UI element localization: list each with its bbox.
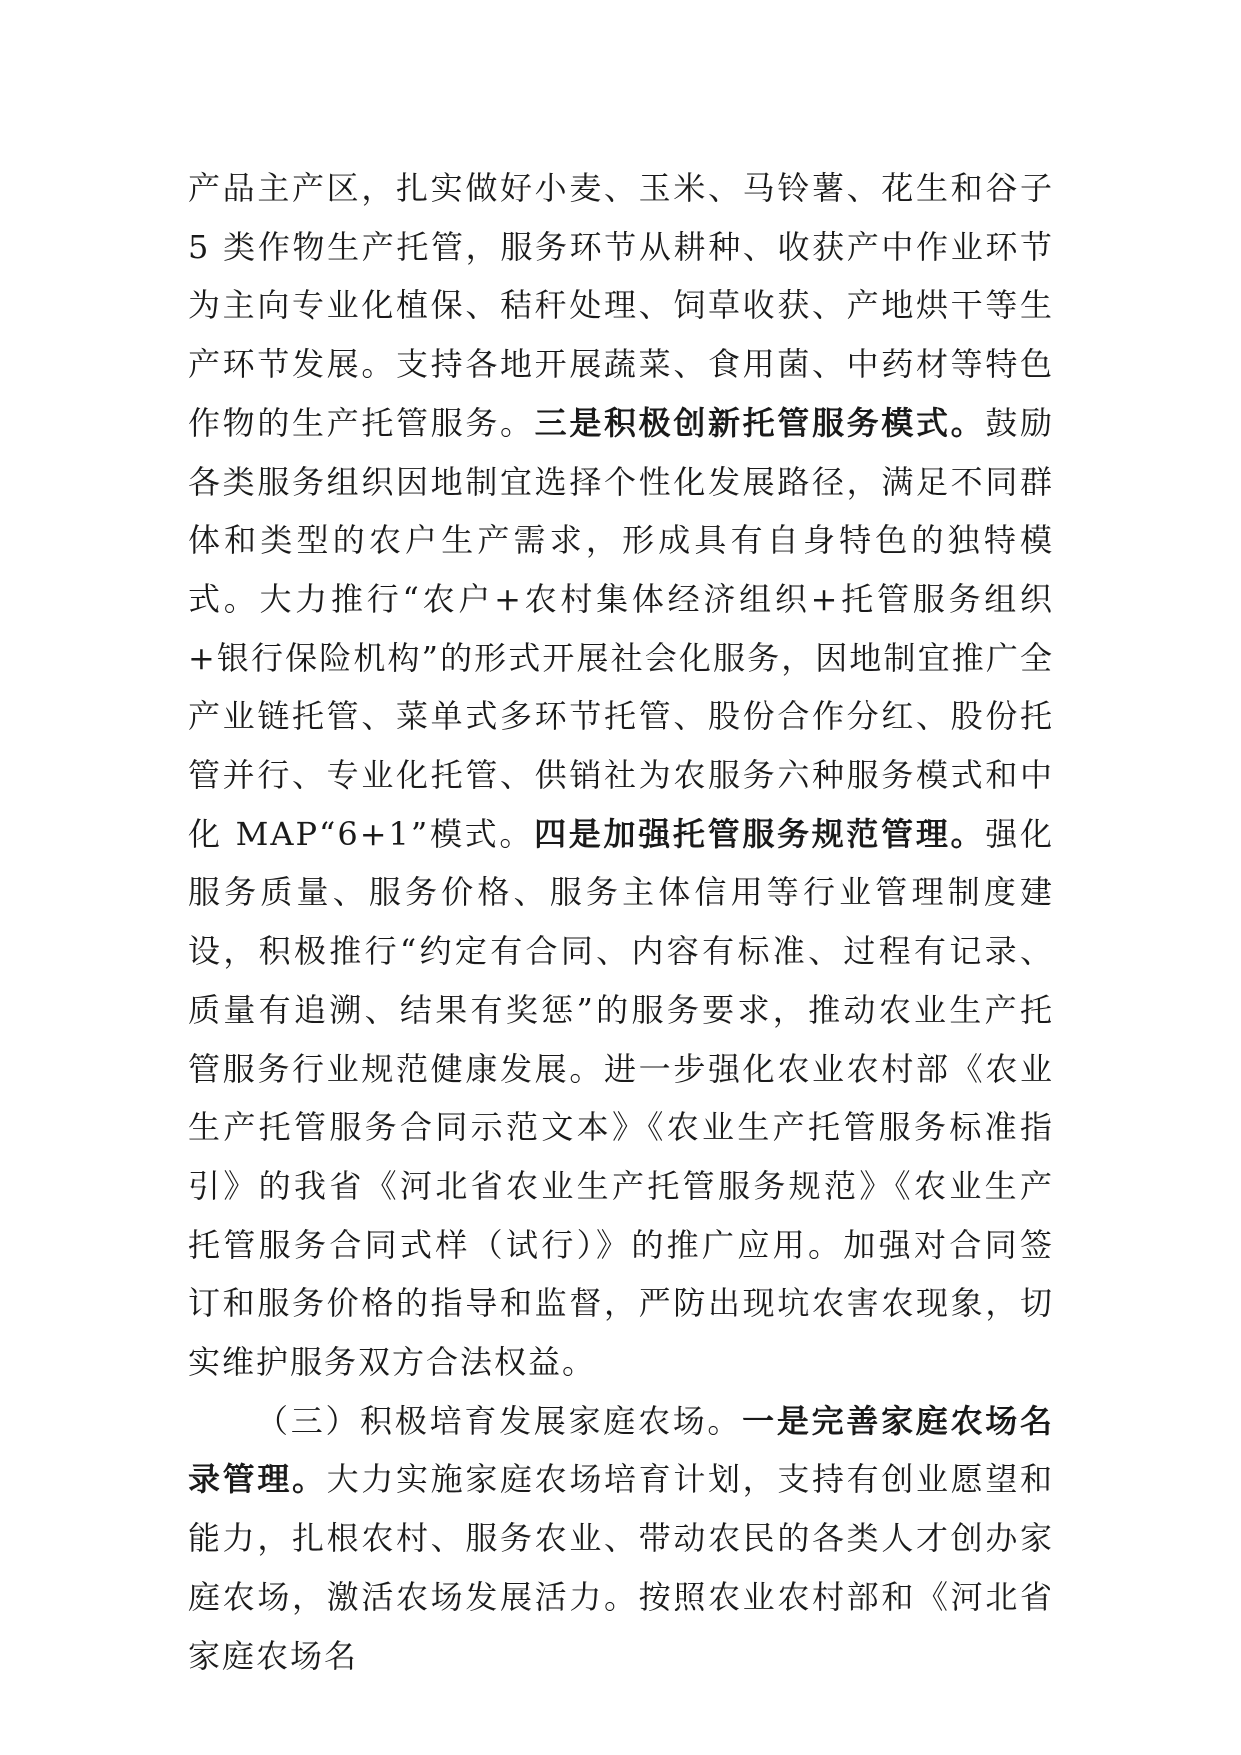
document-body [188,159,1054,1685]
paragraph-text: 强化服务质量、服务价格、服务主体信用等行业管理制度建设，积极推行“约定有合同、内容有标准、过程有记录、质量有追溯、结果有奖惩”的服务要求，推动农业生产托管服务行业规范健康发展。进一步强化农业农村部《农业生产托管服务合同示范文本》《农业生产托管服务标准指引》的我省《河北省农业生产托管服务规范》《农业生产托管服务合同式样（试行）》的推广应用。加强对合同签订和服务价格的指导和监督，严防出现坑农害农现象，切实维护服务双方合法权益。 [188,814,1054,1382]
paragraph-text: 产品主产区，扎实做好小麦、玉米、马铃薯、花生和谷子 5 类作物生产托管，服务环节从耕种、收获产中作业环节为主向专业化植保、秸秆处理、饲草收获、产地烘干等生产环节发展。支持各地开展蔬菜、食用菌、中药材等特色作物的生产托管服务。 [188,169,1054,442]
section-heading: （三）积极培育发展家庭农场。 [256,1401,743,1440]
paragraph-text: 鼓励各类服务组织因地制宜选择个性化发展路径，满足不同群体和类型的农户生产需求，形成具有自身特色的独特模式。大力推行“农户+农村集体经济组织+托管服务组织+银行保险机构”的形式开展社会化服务，因地制宜推广全产业链托管、菜单式多环节托管、股份合作分红、股份托管并行、专业化托管、供销社为农服务六种服务模式和中化 MAP“6+1”模式。 [188,403,1054,853]
paragraph-text: 大力实施家庭农场培育计划，支持有创业愿望和能力，扎根农村、服务农业、带动农民的各类人才创办家庭农场，激活农场发展活力。按照农业农村部和《河北省家庭农场名 [188,1460,1054,1675]
paragraph-services [188,159,1054,1392]
bold-heading-innovate-model: 三是积极创新托管服务模式。 [534,403,986,442]
paragraph-family-farms [188,1392,1054,1686]
bold-heading-farm-directory: 一是完善家庭农场名录管理。 [188,1401,1054,1499]
bold-heading-standardize-management: 四是加强托管服务规范管理。 [534,814,986,853]
